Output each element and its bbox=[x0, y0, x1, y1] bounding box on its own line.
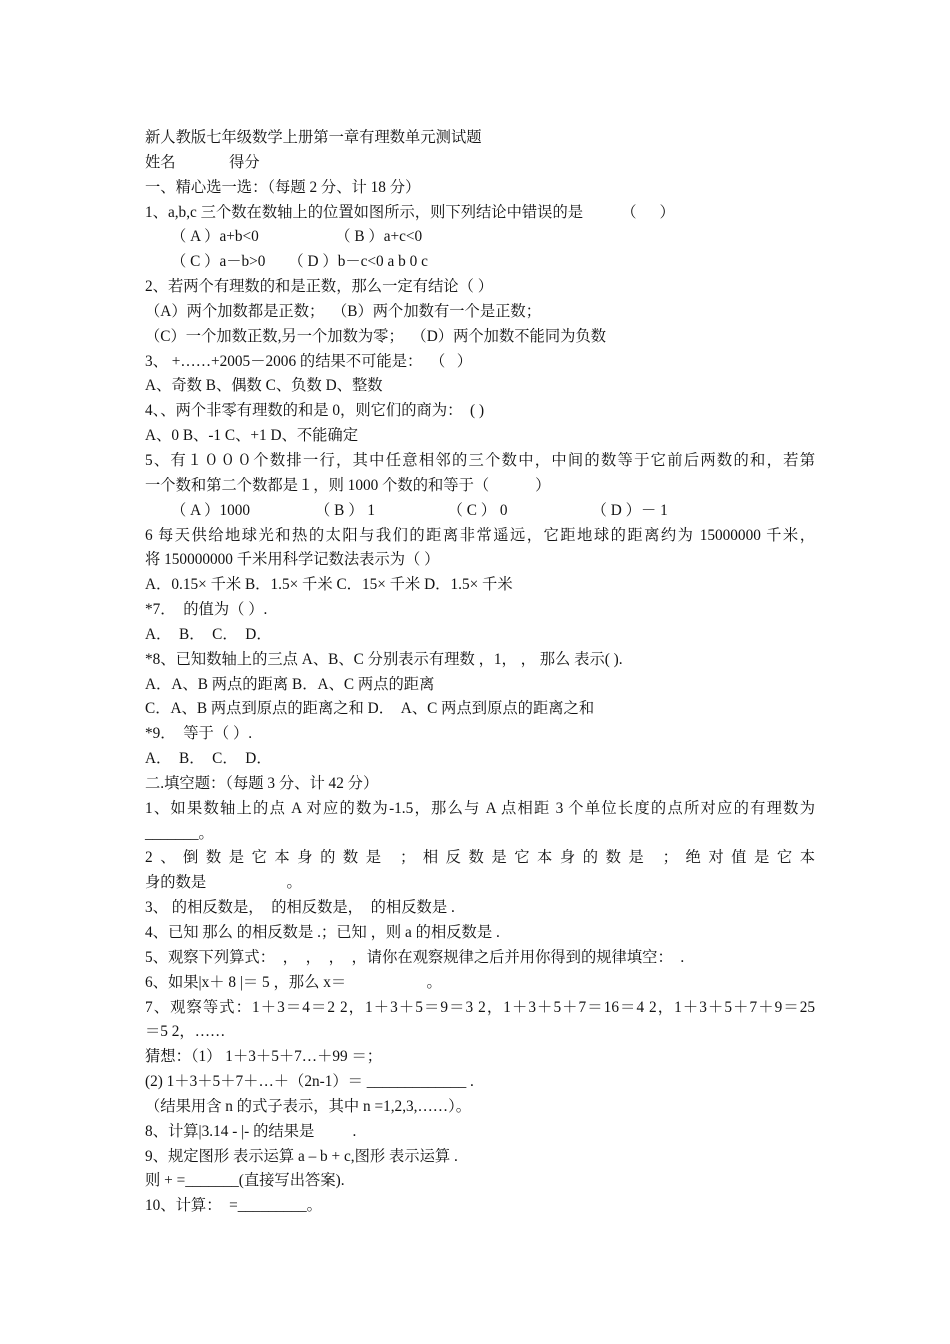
text-line: _______。 bbox=[145, 824, 214, 842]
text-line: 2、倒数是它本身的数是 ；相反数是它本身的数是 ；绝对值是它本 bbox=[145, 849, 815, 867]
document-page bbox=[145, 126, 815, 1219]
text-line: 3、 +……+2005－2006 的结果不可能是： （ ） bbox=[145, 352, 473, 370]
text-line: 6 每天供给地球光和热的太阳与我们的距离非常遥远，它距地球的距离约为 15000000 千米， bbox=[145, 526, 815, 544]
text-line: 1、a,b,c 三个数在数轴上的位置如图所示，则下列结论中错误的是 （ ） bbox=[145, 203, 675, 221]
text-line: *7． 的值为（ ）. bbox=[145, 601, 268, 619]
text-line: 4、、两个非零有理数的和是 0，则它们的商为： ( ) bbox=[145, 402, 485, 420]
text-line: 6、如果|x＋ 8 |＝ 5 ，那么 x＝ 。 bbox=[145, 973, 442, 991]
text-line: （C）一个加数正数,另一个加数为零； （D）两个加数不能同为负数 bbox=[145, 327, 607, 345]
text-line: 5、有１０００个数排一行，其中任意相邻的三个数中，中间的数等于它前后两数的和，若第 bbox=[145, 451, 815, 469]
text-line: A． B． C． D． bbox=[145, 625, 272, 643]
text-line: *9． 等于（ ）. bbox=[145, 725, 253, 743]
text-line: 9、规定图形 表示运算 a – b + c,图形 表示运算 . bbox=[145, 1147, 458, 1165]
text-line: *8、已知数轴上的三点 A、B、C 分别表示有理数 ，1， ， 那么 表示( ). bbox=[145, 650, 623, 668]
doc-title: 新人教版七年级数学上册第一章有理数单元测试题 bbox=[145, 129, 482, 146]
text-line: （ A ）a+b<0 （ B ）a+c<0 bbox=[171, 228, 423, 246]
text-line: 猜想：（1） 1＋3＋5＋7…＋99 ＝； bbox=[145, 1048, 383, 1066]
text-line: A．0.15× 千米 B．1.5× 千米 C．15× 千米 D．1.5× 千米 bbox=[145, 576, 513, 594]
text-line: 10、计算： =_________。 bbox=[145, 1197, 322, 1215]
text-line: A．A、B 两点的距离 B．A、C 两点的距离 bbox=[145, 675, 435, 693]
text-line: （A）两个加数都是正数； （B）两个加数有一个是正数； bbox=[145, 302, 542, 320]
text-line: 2、若两个有理数的和是正数，那么一定有结论（ ） bbox=[145, 278, 494, 296]
text-line: 身的数是 。 bbox=[145, 874, 302, 892]
text-line: （结果用含 n 的式子表示，其中 n =1,2,3,……）。 bbox=[145, 1097, 472, 1115]
name-score-line: 姓名 得分 bbox=[145, 153, 260, 171]
text-line: 4、已知 那么 的相反数是 .；已知 ，则 a 的相反数是 . bbox=[145, 924, 500, 941]
text-line: （ C ）a－b>0 （ D ）b－c<0 a b 0 c bbox=[171, 253, 428, 271]
text-line: C．A、B 两点到原点的距离之和 D． A、C 两点到原点的距离之和 bbox=[145, 700, 595, 718]
text-line: ＝5 2，…… bbox=[145, 1023, 226, 1041]
text-line: (2) 1＋3＋5＋7＋…＋（2n-1）＝ _____________ . bbox=[145, 1073, 474, 1091]
text-line: A、奇数 B、偶数 C、负数 D、整数 bbox=[145, 377, 383, 395]
text-line: 5、观察下列算式： ， ， ， ，请你在观察规律之后并用你得到的规律填空： . bbox=[145, 948, 685, 966]
text-line: 一、精心选一选：（每题 2 分、计 18 分） bbox=[145, 178, 421, 196]
question-body bbox=[145, 176, 815, 1219]
text-line: 3、 的相反数是， 的相反数是， 的相反数是 . bbox=[145, 899, 455, 917]
text-line: 8、计算|3.14 - |- 的结果是 . bbox=[145, 1122, 357, 1140]
text-line: A、0 B、-1 C、+1 D、不能确定 bbox=[145, 427, 359, 445]
text-line: 则 + =_______(直接写出答案). bbox=[145, 1172, 345, 1190]
text-line: 二.填空题：（每题 3 分、计 42 分） bbox=[145, 774, 379, 792]
text-line: 将 150000000 千米用科学记数法表示为（ ） bbox=[145, 551, 440, 569]
text-line: A． B． C． D． bbox=[145, 750, 272, 768]
text-line: 7、观察等式：1＋3＝4＝2 2，1＋3＋5＝9＝3 2，1＋3＋5＋7＝16＝4 2，1＋3＋5＋7＋9＝25 bbox=[145, 998, 815, 1016]
text-line: 1、如果数轴上的点 A 对应的数为-1.5，那么与 A 点相距 3 个单位长度的点所对应的有理数为 bbox=[145, 799, 815, 817]
text-line: （ A ）1000 （ B ） 1 （ C ） 0 （ D ）－ 1 bbox=[171, 501, 668, 519]
text-line: 一个数和第二个数都是１，则 1000 个数的和等于（ ） bbox=[145, 476, 551, 494]
